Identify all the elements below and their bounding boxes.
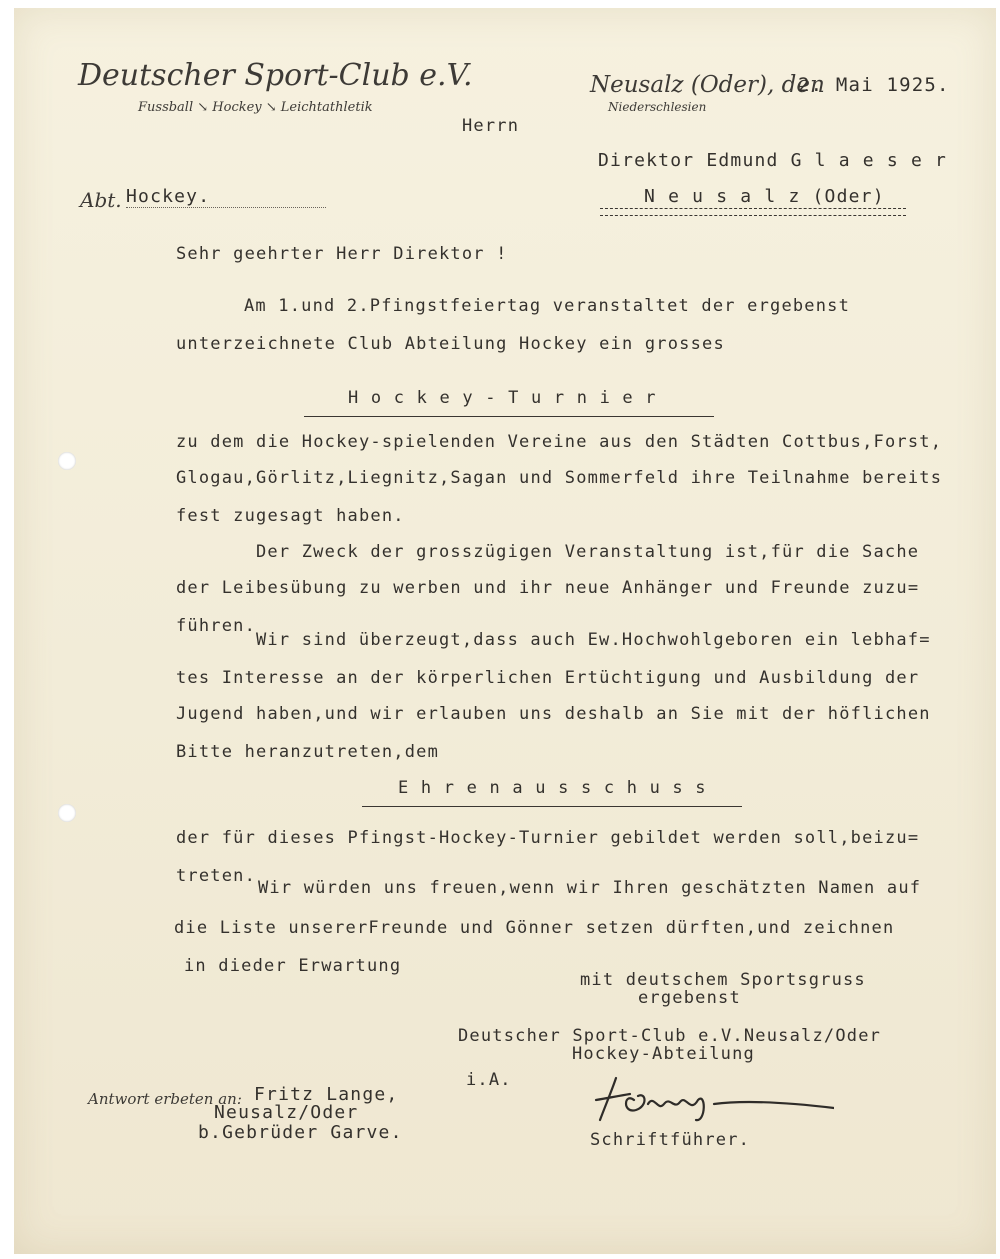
body-line: Bitte heranzutreten,dem (176, 742, 440, 762)
body-line: in dieder Erwartung (184, 956, 402, 976)
committee-title-underline (362, 806, 742, 807)
body-line: treten. (176, 866, 257, 886)
body-line: unterzeichnete Club Abteilung Hockey ein grosses (176, 334, 725, 354)
body-line: Jugend haben,und wir erlauben uns deshalb an Sie mit der höflichen (176, 704, 931, 724)
reply-name: Fritz Lange, (254, 1084, 399, 1105)
closing-org: Deutscher Sport-Club e.V.Neusalz/Oder (458, 1026, 882, 1046)
dept-value: Hockey. (126, 186, 326, 208)
reply-care-of: b.Gebrüder Garve. (198, 1122, 403, 1143)
region: Niederschlesien (608, 100, 707, 114)
recipient-salutation: Herrn (462, 116, 520, 136)
letter-page (14, 8, 996, 1254)
closing-dept: Hockey-Abteilung (572, 1044, 755, 1064)
closing-role: Schriftführer. (590, 1130, 751, 1150)
club-sports: Fussball ↘ Hockey ↘ Leichtathletik (138, 100, 373, 115)
recipient-city: N e u s a l z (Oder) (644, 186, 885, 207)
body-line: zu dem die Hockey-spielenden Vereine aus den Städten Cottbus,Forst, (176, 432, 943, 452)
body-line: die Liste unsererFreunde und Gönner setzen dürften,und zeichnen (174, 918, 895, 938)
event-title-underline (304, 416, 714, 417)
body-line: tes Interesse an der körperlichen Ertüchtigung und Ausbildung der (176, 668, 920, 688)
committee-title: E h r e n a u s s c h u s s (398, 778, 707, 798)
recipient-double-underline (600, 208, 906, 216)
dept-label: Abt. (80, 188, 122, 212)
recipient-name: Direktor Edmund G l a e s e r (598, 150, 948, 171)
body-line: Glogau,Görlitz,Liegnitz,Sagan und Sommerfeld ihre Teilnahme bereits (176, 468, 943, 488)
signature (594, 1070, 834, 1130)
club-name: Deutscher Sport-Club e.V. (78, 58, 473, 93)
letter-date: 2. Mai 1925. (798, 74, 950, 96)
body-line: Der Zweck der grosszügigen Veranstaltung ist,für die Sache (256, 542, 920, 562)
punch-hole-top (58, 452, 76, 470)
place-line: Neusalz (Oder), den (590, 72, 825, 98)
body-line: Am 1.und 2.Pfingstfeiertag veranstaltet der ergebenst (244, 296, 851, 316)
event-title: H o c k e y - T u r n i e r (348, 388, 657, 408)
body-line: Wir sind überzeugt,dass auch Ew.Hochwohlgeboren ein lebhaf= (256, 630, 931, 650)
reply-city: Neusalz/Oder (214, 1102, 359, 1123)
body-line: führen. (176, 616, 257, 636)
punch-hole-bottom (58, 804, 76, 822)
greeting: Sehr geehrter Herr Direktor ! (176, 244, 508, 264)
body-line: Wir würden uns freuen,wenn wir Ihren geschätzten Namen auf (258, 878, 922, 898)
body-line: der für dieses Pfingst-Hockey-Turnier gebildet werden soll,beizu= (176, 828, 920, 848)
body-line: fest zugesagt haben. (176, 506, 405, 526)
closing-line: mit deutschem Sportsgruss (580, 970, 866, 990)
closing-ia: i.A. (466, 1070, 512, 1090)
reply-label: Antwort erbeten an: (88, 1090, 242, 1108)
closing-line: ergebenst (638, 988, 741, 1008)
body-line: der Leibesübung zu werben und ihr neue Anhänger und Freunde zuzu= (176, 578, 920, 598)
